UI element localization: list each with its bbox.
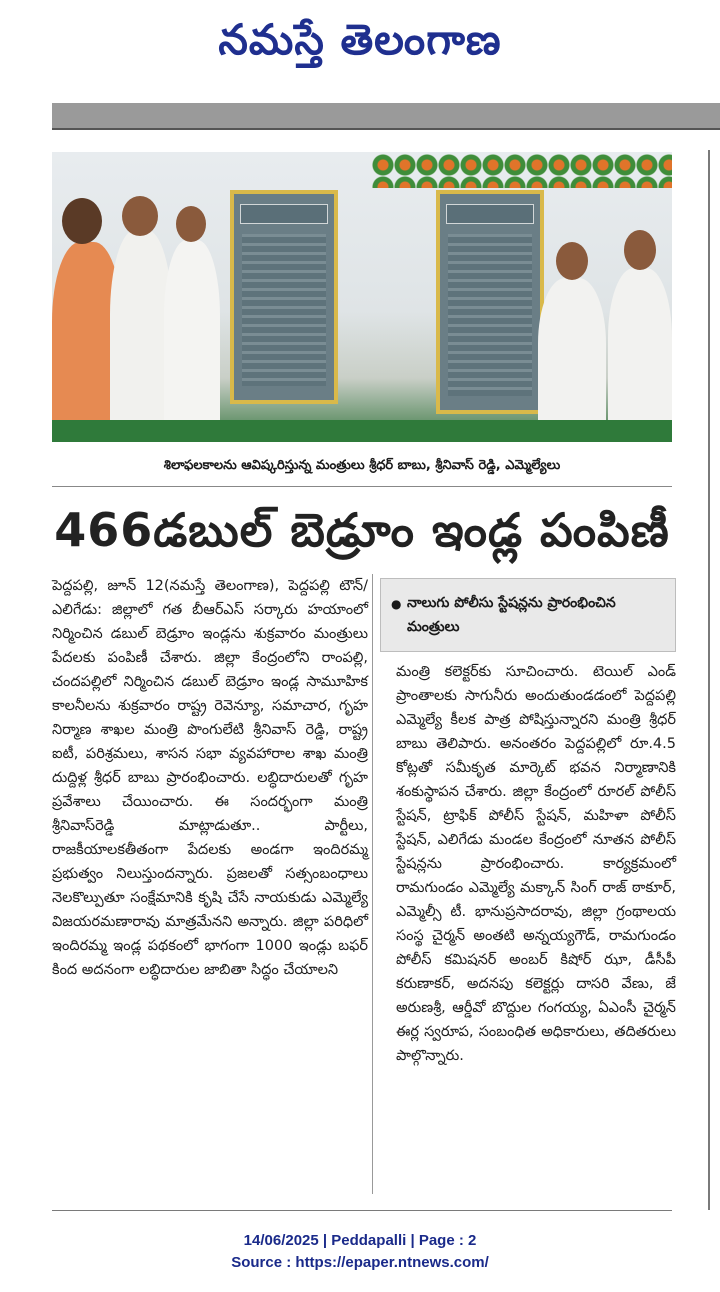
person-head xyxy=(62,198,102,244)
page-right-rule xyxy=(708,150,710,1210)
page-footer xyxy=(60,1230,660,1274)
person-white-shirt xyxy=(110,230,172,442)
news-photo xyxy=(52,152,672,442)
section-banner-strip xyxy=(52,76,720,130)
lawn xyxy=(52,420,672,442)
bullet-icon: ● xyxy=(391,597,402,611)
article-right-column: మంత్రి కలెక్టర్‌కు సూచించారు. టెయిల్ ఎండ్ ప్రాంతాలకు సాగునీరు అందుతుండడంలో పెద్దపల్లి ఎమ్మెల్యే కీలక పాత్ర పోషిస్తున్నారని మంత్రి శ్రీధర్ బాబు తెలిపారు. అనంతరం పెద్దపల్లిలో రూ.4.5 కోట్లతో సమీకృత మార్కెట్ భవన నిర్మాణానికి శంకుస్థాపన చేశారు. జిల్లా కేంద్రంలో రూరల్ పోలీస్ స్టేషన్, ట్రాఫిక్ పోలీస్ స్టేషన్, మహిళా పోలీస్ స్టేషన్, ఎలిగేడు మండల కేంద్రంలో నూతన పోలీస్ స్టేషన్లను ప్రారంభించారు. కార్యక్రమంలో రామగుండం ఎమ్మెల్యే మక్కాన్ సింగ్ రాజ్ ఠాకూర్, ఎమ్మెల్సీ టీ. భానుప్రసాదరావు, జిల్లా గ్రంథాలయ సంస్థ చైర్మన్ అంతటి అన్నయ్యగౌడ్, రామగుండం పోలీస్ కమిషనర్ అంబర్ కిషోర్ ఝా, డీసీపీ కరుణాకర్, అదనపు కలెక్టర్లు దాసరి వేణు, జే అరుణశ్రీ, ఆర్డీవో బొద్దుల గంగయ్య, ఏఎంసీ చైర్మన్ ఈర్ల స్వరూప, సంబంధిత అధికారులు, తదితరులు పాల్గొన్నారు. xyxy=(396,664,676,1064)
plaque-title-plate xyxy=(240,204,328,224)
column-separator xyxy=(372,574,373,1194)
foundation-plaque-right xyxy=(436,190,544,414)
person-head xyxy=(624,230,656,270)
person-white-shirt xyxy=(538,278,606,442)
person-white-shirt xyxy=(164,240,220,430)
footer-date-edition: 14/06/2025 | Peddapalli | Page : 2 xyxy=(243,1232,477,1249)
plaque-title-plate xyxy=(446,204,534,224)
person-white-shirt xyxy=(608,268,672,442)
bottom-rule xyxy=(52,1210,672,1211)
newspaper-masthead: నమస్తే తెలంగాణ xyxy=(218,15,502,64)
person-head xyxy=(176,206,206,242)
photo-caption: శిలాఫలకాలను ఆవిష్కరిస్తున్న మంత్రులు శ్రీధర్ బాబు, శ్రీనివాస్ రెడ్డి, ఎమ్మెల్యేలు xyxy=(52,446,672,487)
foundation-plaque-left xyxy=(230,190,338,404)
person-head xyxy=(556,242,588,280)
article-headline: 466డబుల్ బెడ్రూం ఇండ్ల పంపిణీ xyxy=(54,503,670,557)
highlight-text: నాలుగు పోలీసు స్టేషన్లను ప్రారంభించిన మంత్రులు xyxy=(407,595,616,635)
flower-garland xyxy=(372,154,672,188)
plaque-text-lines xyxy=(242,234,326,386)
banner-white-bar xyxy=(52,76,720,103)
article-left-column: పెద్దపల్లి, జూన్ 12(నమస్తే తెలంగాణ), పెద్దపల్లి టౌన్/ఎలిగేడు: జిల్లాలో గత బీఆర్ఎస్ సర్కారు హయాంలో నిర్మించిన డబుల్ బెడ్రూం ఇండ్లను శుక్రవారం మంత్రులు పేదలకు పంపిణీ చేశారు. జిల్లా కేంద్రంలోని రాంపల్లి, చందపల్లిలో నిర్మించిన డబుల్ బెడ్రూం ఇండ్ల సామూహిక కాలనీలను శుక్రవారం రాష్ట్ర రెవెన్యూ, సమాచార, గృహ నిర్మాణ శాఖల మంత్రి పొంగులేటి శ్రీనివాస్ రెడ్డి, రాష్ట్ర ఐటీ, పరిశ్రమలు, శాసన సభా వ్యవహారాల శాఖ మంత్రి దుద్దిళ్ల శ్రీధర్ బాబు ప్రారంభించారు. లబ్ధిదారులతో గృహ ప్రవేశాలు చేయించారు. ఈ సందర్భంగా మంత్రి శ్రీనివాస్‌రెడ్డి మాట్లాడుతూ.. పార్టీలు, రాజకీయాలకతీతంగా పేదలకు అండగా ఇందిరమ్మ ప్రభుత్వం నిలుస్తుందన్నారు. ప్రజలతో సత్సంబంధాలు నెలకొల్పుతూ సంక్షేమానికి కృషి చేసే నాయకుడు ఎమ్మెల్యే విజయరమణారావు మాత్రమేనని అన్నారు. జిల్లా పరిధిలో ఇందిరమ్మ ఇండ్ల పథకంలో భాగంగా 1000 ఇండ్లు బఫర్ కింద అదనంగా లబ్ధిదారుల జాబితా సిద్ధం చేయాలని xyxy=(52,578,368,978)
footer-source-link[interactable]: Source : https://epaper.ntnews.com/ xyxy=(231,1254,489,1271)
person-head xyxy=(122,196,158,236)
highlight-box xyxy=(380,578,676,652)
plaque-text-lines xyxy=(448,234,532,396)
